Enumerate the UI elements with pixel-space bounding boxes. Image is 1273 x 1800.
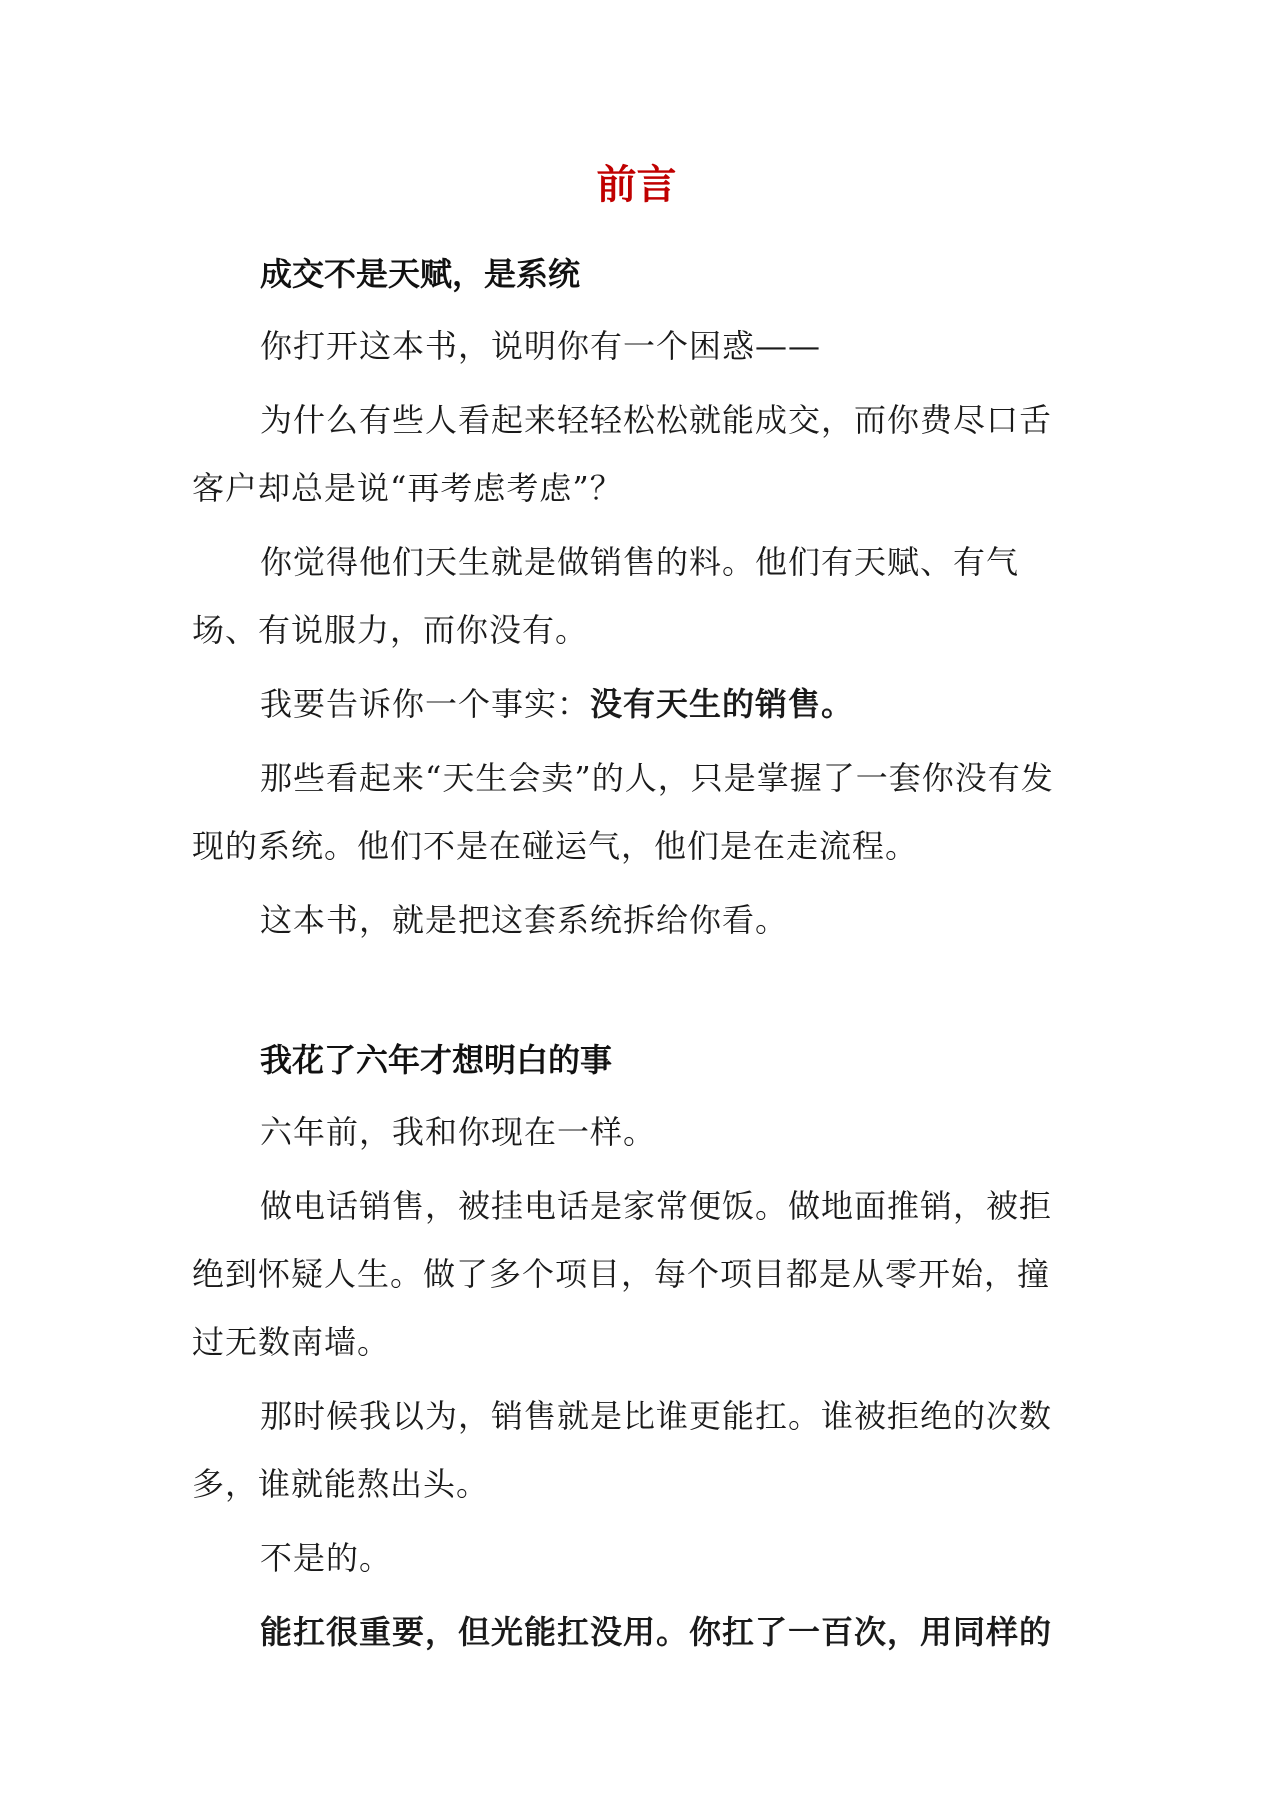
section-spacer bbox=[192, 960, 1082, 1026]
paragraph: 你打开这本书，说明你有一个困惑—— bbox=[260, 327, 822, 365]
document-body bbox=[192, 240, 1082, 1672]
section-heading: 我花了六年才想明白的事 bbox=[260, 1041, 613, 1079]
paragraph: 你觉得他们天生就是做销售的料。他们有天赋、有气场、有说服力，而你没有。 bbox=[192, 543, 1020, 649]
section-1 bbox=[192, 240, 1082, 954]
emphasis-text: 没有天生的销售。 bbox=[590, 685, 855, 723]
paragraph: 不是的。 bbox=[260, 1539, 393, 1577]
paragraph: 为什么有些人看起来轻轻松松就能成交，而你费尽口舌客户却总是说“再考虑考虑”？ bbox=[192, 401, 1053, 507]
paragraph: 这本书，就是把这套系统拆给你看。 bbox=[260, 901, 789, 939]
paragraph-text: 我要告诉你一个事实： bbox=[260, 685, 591, 723]
paragraph: 那时候我以为，销售就是比谁更能扛。谁被拒绝的次数多，谁就能熬出头。 bbox=[192, 1397, 1053, 1503]
paragraph: 能扛很重要，但光能扛没用。你扛了一百次，用同样的 bbox=[260, 1613, 1053, 1651]
page-title: 前言 bbox=[596, 161, 677, 208]
section-2 bbox=[192, 1026, 1082, 1666]
paragraph: 做电话销售，被挂电话是家常便饭。做地面推销，被拒绝到怀疑人生。做了多个项目，每个项目都是从零开始，撞过无数南墙。 bbox=[192, 1187, 1053, 1361]
paragraph: 那些看起来“天生会卖”的人，只是掌握了一套你没有发现的系统。他们不是在碰运气，他们是在走流程。 bbox=[192, 759, 1054, 865]
section-heading: 成交不是天赋，是系统 bbox=[260, 255, 581, 293]
paragraph bbox=[192, 670, 1082, 738]
paragraph: 六年前，我和你现在一样。 bbox=[260, 1113, 657, 1151]
